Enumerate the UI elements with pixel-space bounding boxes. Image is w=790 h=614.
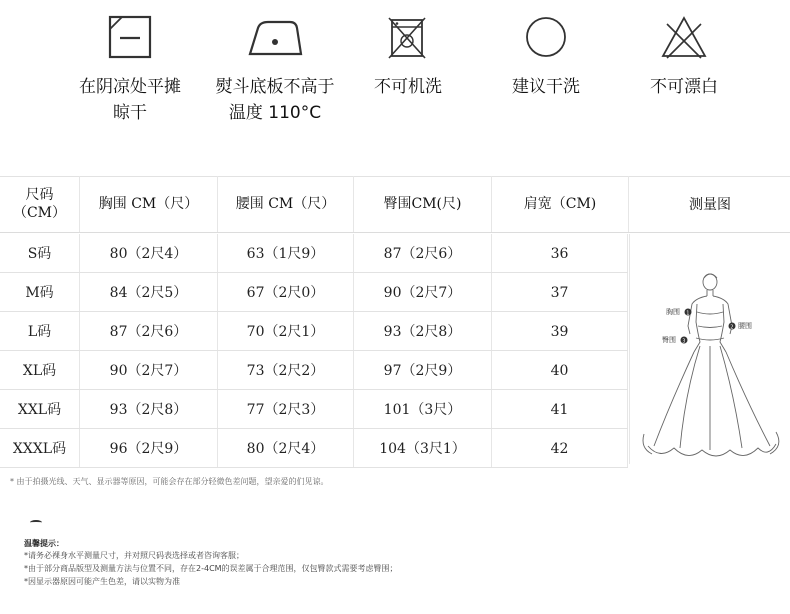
size-cell: L码 xyxy=(0,312,80,351)
value-cell: 90（2尺7） xyxy=(80,351,218,390)
figure-number-2: 2 xyxy=(730,324,734,331)
care-label-line: 不可漂白 xyxy=(650,77,718,97)
value-cell: 37 xyxy=(492,273,628,312)
size-cell: XXXL码 xyxy=(0,429,80,468)
figure-label-waist: 腰围 xyxy=(738,322,752,330)
value-cell: 40 xyxy=(492,351,628,390)
value-cell: 87（2尺6） xyxy=(354,234,492,273)
table-row xyxy=(0,390,628,429)
value-cell: 80（2尺4） xyxy=(218,429,354,468)
value-cell: 36 xyxy=(492,234,628,273)
table-row xyxy=(0,312,628,351)
header-waist: 腰围 CM（尺） xyxy=(218,176,354,232)
table-row xyxy=(0,429,628,468)
iron-low-heat-icon xyxy=(246,14,304,60)
size-cell: XL码 xyxy=(0,351,80,390)
care-instructions xyxy=(0,0,790,150)
header-chest: 胸围 CM（尺） xyxy=(80,176,218,232)
size-cell: S码 xyxy=(0,234,80,273)
care-item-no-machine-wash xyxy=(358,14,458,100)
header-size: 尺码 （CM） xyxy=(0,176,80,232)
value-cell: 80（2尺4） xyxy=(80,234,218,273)
measure-title: 测量图 xyxy=(628,176,790,232)
value-cell: 93（2尺8） xyxy=(354,312,492,351)
value-cell: 96（2尺9） xyxy=(80,429,218,468)
no-machine-wash-icon xyxy=(385,14,431,60)
row-divider xyxy=(0,467,628,468)
table-row xyxy=(0,351,628,390)
no-bleach-icon xyxy=(659,14,709,60)
value-cell: 63（1尺9） xyxy=(218,234,354,273)
value-cell: 39 xyxy=(492,312,628,351)
value-cell: 41 xyxy=(492,390,628,429)
value-cell: 87（2尺6） xyxy=(80,312,218,351)
tips-decoration xyxy=(30,520,42,525)
tips-line: *请务必裸身水平测量尺寸，并对照尺码表选择或者咨询客服； xyxy=(24,551,244,560)
care-label-line: 晾干 xyxy=(113,103,147,123)
color-note: * 由于拍摄光线、天气、显示器等原因，可能会存在部分轻微色差问题，望亲爱的们见谅。 xyxy=(10,477,329,486)
value-cell: 84（2尺5） xyxy=(80,273,218,312)
figure-number-1: 1 xyxy=(686,310,690,317)
care-label-line: 熨斗底板不高于 xyxy=(215,77,335,97)
value-cell: 67（2尺0） xyxy=(218,273,354,312)
value-cell: 101（3尺） xyxy=(354,390,492,429)
table-row xyxy=(0,234,628,273)
value-cell: 77（2尺3） xyxy=(218,390,354,429)
care-item-iron xyxy=(200,14,350,126)
value-cell: 93（2尺8） xyxy=(80,390,218,429)
dry-flat-shade-icon xyxy=(107,14,153,60)
figure-label-chest: 胸围 xyxy=(666,308,680,316)
care-label-line: 温度 110°C xyxy=(228,103,322,123)
table-header-row xyxy=(0,176,628,232)
value-cell: 97（2尺9） xyxy=(354,351,492,390)
value-cell: 70（2尺1） xyxy=(218,312,354,351)
size-cell: M码 xyxy=(0,273,80,312)
tips-line: *因显示器原因可能产生色差，请以实物为准 xyxy=(24,577,180,586)
value-cell: 90（2尺7） xyxy=(354,273,492,312)
value-cell: 104（3尺1） xyxy=(354,429,492,468)
dry-clean-icon xyxy=(523,14,569,60)
header-shoulder: 肩宽（CM) xyxy=(523,196,597,212)
care-label-line: 在阴凉处平摊 xyxy=(79,77,181,97)
header-hip: 臀围CM(尺) xyxy=(354,176,492,232)
care-label-line: 不可机洗 xyxy=(374,77,442,97)
care-item-dry-clean xyxy=(496,14,596,100)
value-cell: 73（2尺2） xyxy=(218,351,354,390)
size-cell: XXL码 xyxy=(0,390,80,429)
figure-label-hip: 臀围 xyxy=(662,336,676,344)
table-row xyxy=(0,273,628,312)
tips-line: *由于部分商品版型及测量方法与位置不同，存在2-4CM的误差属于合理范围，仅包臀款式需要考虑臀围； xyxy=(24,564,398,573)
care-label-line: 建议干洗 xyxy=(512,77,580,97)
care-item-dry-flat xyxy=(60,14,200,126)
figure-number-3: 3 xyxy=(682,338,686,345)
care-item-no-bleach xyxy=(634,14,734,100)
tips-title: 温馨提示： xyxy=(24,539,64,548)
value-cell: 42 xyxy=(492,429,628,468)
tips-section xyxy=(24,526,398,588)
measurement-figure xyxy=(629,234,790,464)
